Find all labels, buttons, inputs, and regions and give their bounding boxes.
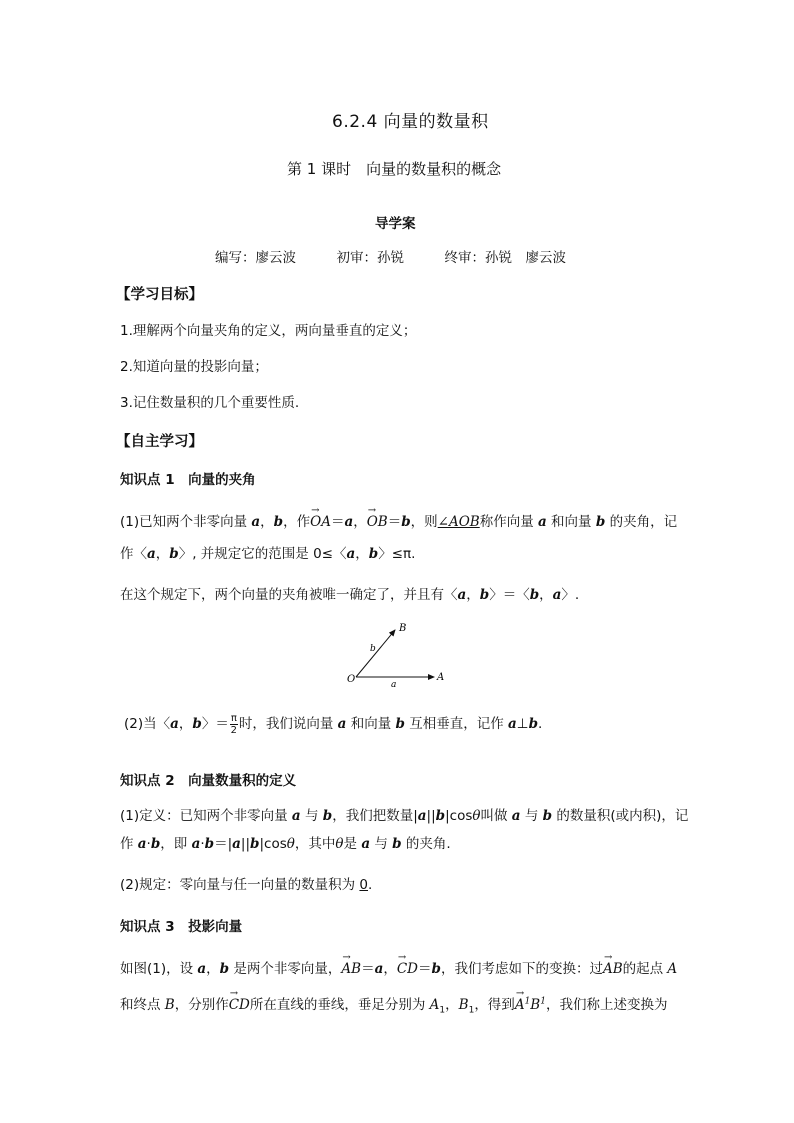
vector-a-label: a <box>391 680 397 690</box>
vector-cd: → CD <box>397 961 418 977</box>
kp3-paragraph-1-line-2: 和终点 B，分别作→ CD所在直线的垂线，垂足分别为 $A_1$，$B_1$，得到→ $A^1B^1$，我们称上述变换为 <box>120 993 667 1016</box>
point-o-label: O <box>347 674 356 685</box>
goals-heading: 【学习目标】 <box>116 287 203 303</box>
kp1-heading: 知识点 1 向量的夹角 <box>120 472 256 488</box>
credits-line: 编写：廖云波 初审：孙锐 终审：孙锐 廖云波 <box>215 250 566 266</box>
vector-a1b1: → $A^1B^1$ <box>515 997 546 1013</box>
kp1-paragraph-1-line-1: (1)已知两个非零向量 a，b，作→ OA＝a，→ OB＝b，则∠AOB称作向量 a 和向量 b 的夹角，记 <box>120 510 677 530</box>
lesson-subtitle: 第 1 课时 向量的数量积的概念 <box>287 160 502 178</box>
fraction-pi-over-2: $\frac{\pi}{2}$ <box>230 712 238 736</box>
kp1-paragraph-3: (2)当〈a，b〉＝ $\frac{\pi}{2}$ 时，我们说向量 a 和向量 b 互相垂直，记作 a⊥b. <box>124 712 543 736</box>
case-label: 导学案 <box>375 216 416 232</box>
point-b-label: B <box>399 623 407 634</box>
zero-value: 0 <box>359 877 369 893</box>
goal-item: 1.理解两个向量夹角的定义，两向量垂直的定义； <box>120 323 417 339</box>
kp1-paragraph-2: 在这个规定下，两个向量的夹角被唯一确定了，并且有〈a，b〉＝〈b，a〉. <box>120 587 580 603</box>
vector-ob: → OB <box>367 514 388 530</box>
vector-b-label: b <box>370 644 376 654</box>
kp3-paragraph-1-line-1: 如图(1)，设 a，b 是两个非零向量，→ AB＝a，→ CD＝b，我们考虑如下的变换：过→ AB的起点 A <box>120 957 677 977</box>
kp2-heading: 知识点 2 向量数量积的定义 <box>120 773 297 789</box>
goal-item: 3.记住数量积的几个重要性质. <box>120 395 300 411</box>
page-title: 6.2.4 向量的数量积 <box>332 112 489 132</box>
kp2-paragraph-1-line-2: 作 a·b，即 a·b＝|a||b|cosθ，其中θ是 a 与 b 的夹角. <box>120 836 451 852</box>
vector-oa: → OA <box>310 514 331 530</box>
vector-angle-figure <box>340 618 460 690</box>
point-a-label: A <box>437 672 445 683</box>
kp2-paragraph-1-line-1: (1)定义：已知两个非零向量 a 与 b，我们把数量|a||b|cosθ叫做 a 与 b 的数量积(或内积)，记 <box>120 808 689 824</box>
kp3-heading: 知识点 3 投影向量 <box>120 919 243 935</box>
kp1-paragraph-1-line-2: 作〈a，b〉, 并规定它的范围是 0≤〈a，b〉≤π. <box>120 546 416 562</box>
kp2-paragraph-2: (2)规定：零向量与任一向量的数量积为 0. <box>120 877 373 893</box>
self-study-heading: 【自主学习】 <box>116 434 203 450</box>
goal-item: 2.知道向量的投影向量； <box>120 359 268 375</box>
vector-ab: → AB <box>341 961 361 977</box>
angle-aob: ∠AOB <box>437 514 480 530</box>
